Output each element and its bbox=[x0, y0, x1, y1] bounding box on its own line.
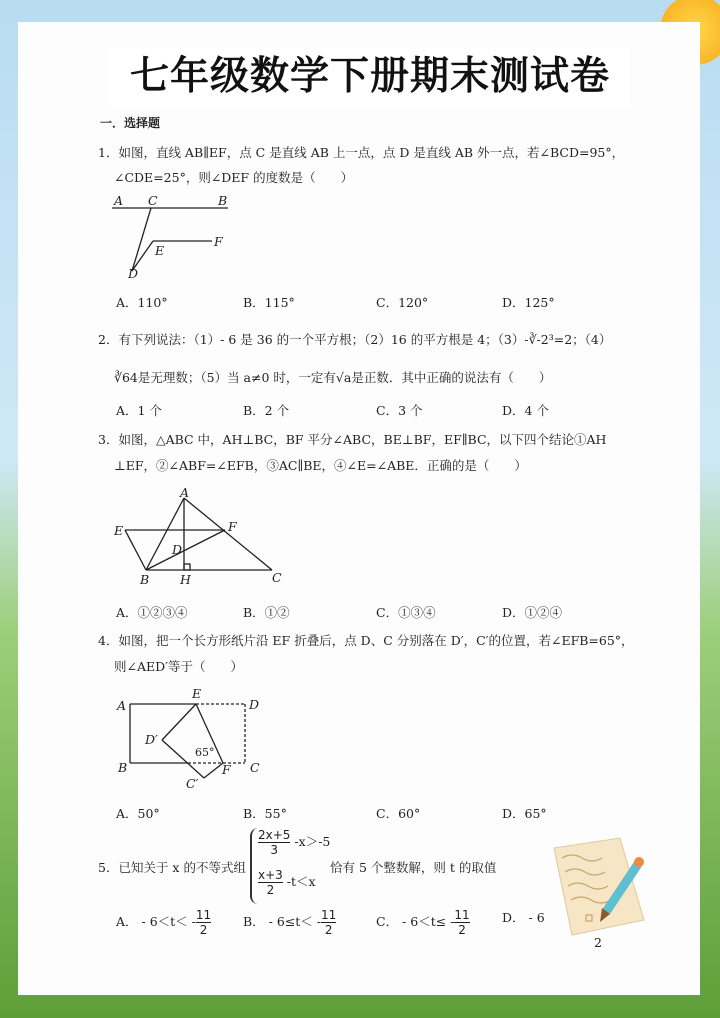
q2-sqrt-a: √a bbox=[335, 370, 352, 385]
q1-label-c: C bbox=[148, 193, 158, 208]
q2-option-d: D．4 个 bbox=[502, 403, 549, 418]
denominator: 2 bbox=[324, 923, 333, 937]
q3-line1: 3．如图，△ABC 中，AH⊥BC，BF 平分∠ABC，BE⊥BF，EF∥BC，以下四个结论①AH bbox=[98, 432, 607, 447]
q4-label-b: B bbox=[118, 760, 128, 775]
option-expr: - 6＜t≤ - bbox=[402, 914, 455, 929]
q3-option-a: A．①②③④ bbox=[116, 605, 188, 620]
option-expr: - 6 bbox=[528, 910, 545, 925]
option-expr: - 6≤t＜ - bbox=[268, 914, 322, 929]
q1-label-b: B bbox=[218, 193, 228, 208]
denominator: 2 bbox=[199, 923, 208, 937]
q3-label-d: D bbox=[172, 542, 183, 557]
q3-option-b: B．①② bbox=[243, 605, 290, 620]
q1-option-b: B．115° bbox=[243, 295, 295, 310]
q5-ineq2-rest: -t＜x bbox=[286, 874, 316, 889]
option-label: B． bbox=[243, 914, 265, 929]
q2-option-b: B．2 个 bbox=[243, 403, 290, 418]
denominator: 2 bbox=[458, 923, 466, 937]
numerator: x+3 bbox=[258, 868, 283, 882]
q1-line2: ∠CDE=25°，则∠DEF 的度数是（ ） bbox=[114, 170, 354, 185]
q3-option-c: C．①③④ bbox=[376, 605, 436, 620]
q5-inequality-1 bbox=[258, 828, 330, 857]
q4-option-b: B．55° bbox=[243, 806, 287, 821]
q4-label-c: C bbox=[250, 760, 260, 775]
q5-option-d-partial: 2 bbox=[594, 935, 602, 950]
q4-option-c: C．60° bbox=[376, 806, 421, 821]
numerator: 2x+5 bbox=[258, 828, 291, 842]
q1-label-e: E bbox=[155, 243, 165, 258]
q1-label-a: A bbox=[114, 193, 124, 208]
q5-ineq1-rest: -x＞-5 bbox=[294, 834, 331, 849]
q1-line1: 1．如图，直线 AB∥EF，点 C 是直线 AB 上一点，点 D 是直线 AB 外一点，若∠BCD=95°， bbox=[98, 145, 625, 160]
q1-option-c: C．120° bbox=[376, 295, 429, 310]
denominator: 2 bbox=[266, 883, 275, 897]
numerator: 11 bbox=[195, 908, 212, 922]
q2-text: 是正数．其中正确的说法有（ ） bbox=[351, 370, 552, 385]
q5-suffix: 恰有 5 个整数解，则 t 的取值 bbox=[330, 860, 497, 875]
q4-label-f: F bbox=[222, 762, 231, 777]
q5-option-b bbox=[243, 908, 336, 937]
page-title: 七年级数学下册期末测试卷 bbox=[110, 48, 630, 106]
q5-option-d bbox=[502, 908, 545, 926]
q4-label-a: A bbox=[117, 698, 127, 713]
q3-label-f: F bbox=[228, 519, 237, 534]
q3-label-a: A bbox=[180, 485, 190, 500]
q1-option-a: A．110° bbox=[116, 295, 168, 310]
q5-option-c bbox=[376, 908, 470, 937]
q4-option-d: D．65° bbox=[502, 806, 547, 821]
q2-cuberoot: ∛-2³=2；（4） bbox=[528, 332, 612, 347]
q1-label-d: D bbox=[128, 266, 139, 281]
q3-label-e: E bbox=[114, 523, 124, 538]
q3-label-b: B bbox=[140, 572, 150, 587]
q5-inequality-2 bbox=[258, 868, 316, 897]
q4-angle-label: 65° bbox=[195, 746, 215, 759]
q4-label-d-prime: D′ bbox=[145, 732, 158, 747]
q3-option-d: D．①②④ bbox=[502, 605, 563, 620]
option-label: D． bbox=[502, 910, 525, 925]
q3-label-h: H bbox=[180, 572, 191, 587]
q2-option-a: A．1 个 bbox=[116, 403, 162, 418]
q4-option-a: A．50° bbox=[116, 806, 160, 821]
section-heading: 一．选择题 bbox=[100, 116, 161, 130]
q4-label-e: E bbox=[192, 686, 202, 701]
q1-option-d: D．125° bbox=[502, 295, 555, 310]
q2-option-c: C．3 个 bbox=[376, 403, 423, 418]
q2-line1 bbox=[98, 330, 611, 348]
q3-label-c: C bbox=[272, 570, 282, 585]
q4-line2: 则∠AED′等于（ ） bbox=[114, 659, 243, 674]
q4-label-d: D bbox=[249, 697, 260, 712]
q2-text: 2．有下列说法：（1）- 6 是 36 的一个平方根；（2）16 的平方根是 4；（3）- bbox=[98, 332, 529, 347]
q2-line2 bbox=[114, 368, 551, 386]
denominator: 3 bbox=[270, 843, 279, 857]
numerator: 11 bbox=[321, 908, 337, 922]
option-label: A． bbox=[116, 914, 138, 929]
option-label: C． bbox=[376, 914, 399, 929]
numerator: 11 bbox=[454, 908, 470, 922]
option-expr: - 6＜t＜ - bbox=[141, 914, 196, 929]
q2-text: 是无理数；（5）当 a≠0 时，一定有 bbox=[137, 370, 336, 385]
q4-line1: 4．如图，把一个长方形纸片沿 EF 折叠后，点 D、C 分别落在 D′，C′的位置，若∠EFB=65°， bbox=[98, 633, 634, 648]
q4-label-c-prime: C′ bbox=[186, 776, 199, 791]
q2-cuberoot-64: ∛64 bbox=[114, 370, 138, 385]
q1-label-f: F bbox=[214, 234, 223, 249]
q5-option-a bbox=[116, 908, 211, 937]
q3-line2: ⊥EF，②∠ABF=∠EFB，③AC∥BE，④∠E=∠ABE．正确的是（ ） bbox=[114, 458, 527, 473]
q5-prefix: 5．已知关于 x 的不等式组 bbox=[98, 860, 246, 875]
